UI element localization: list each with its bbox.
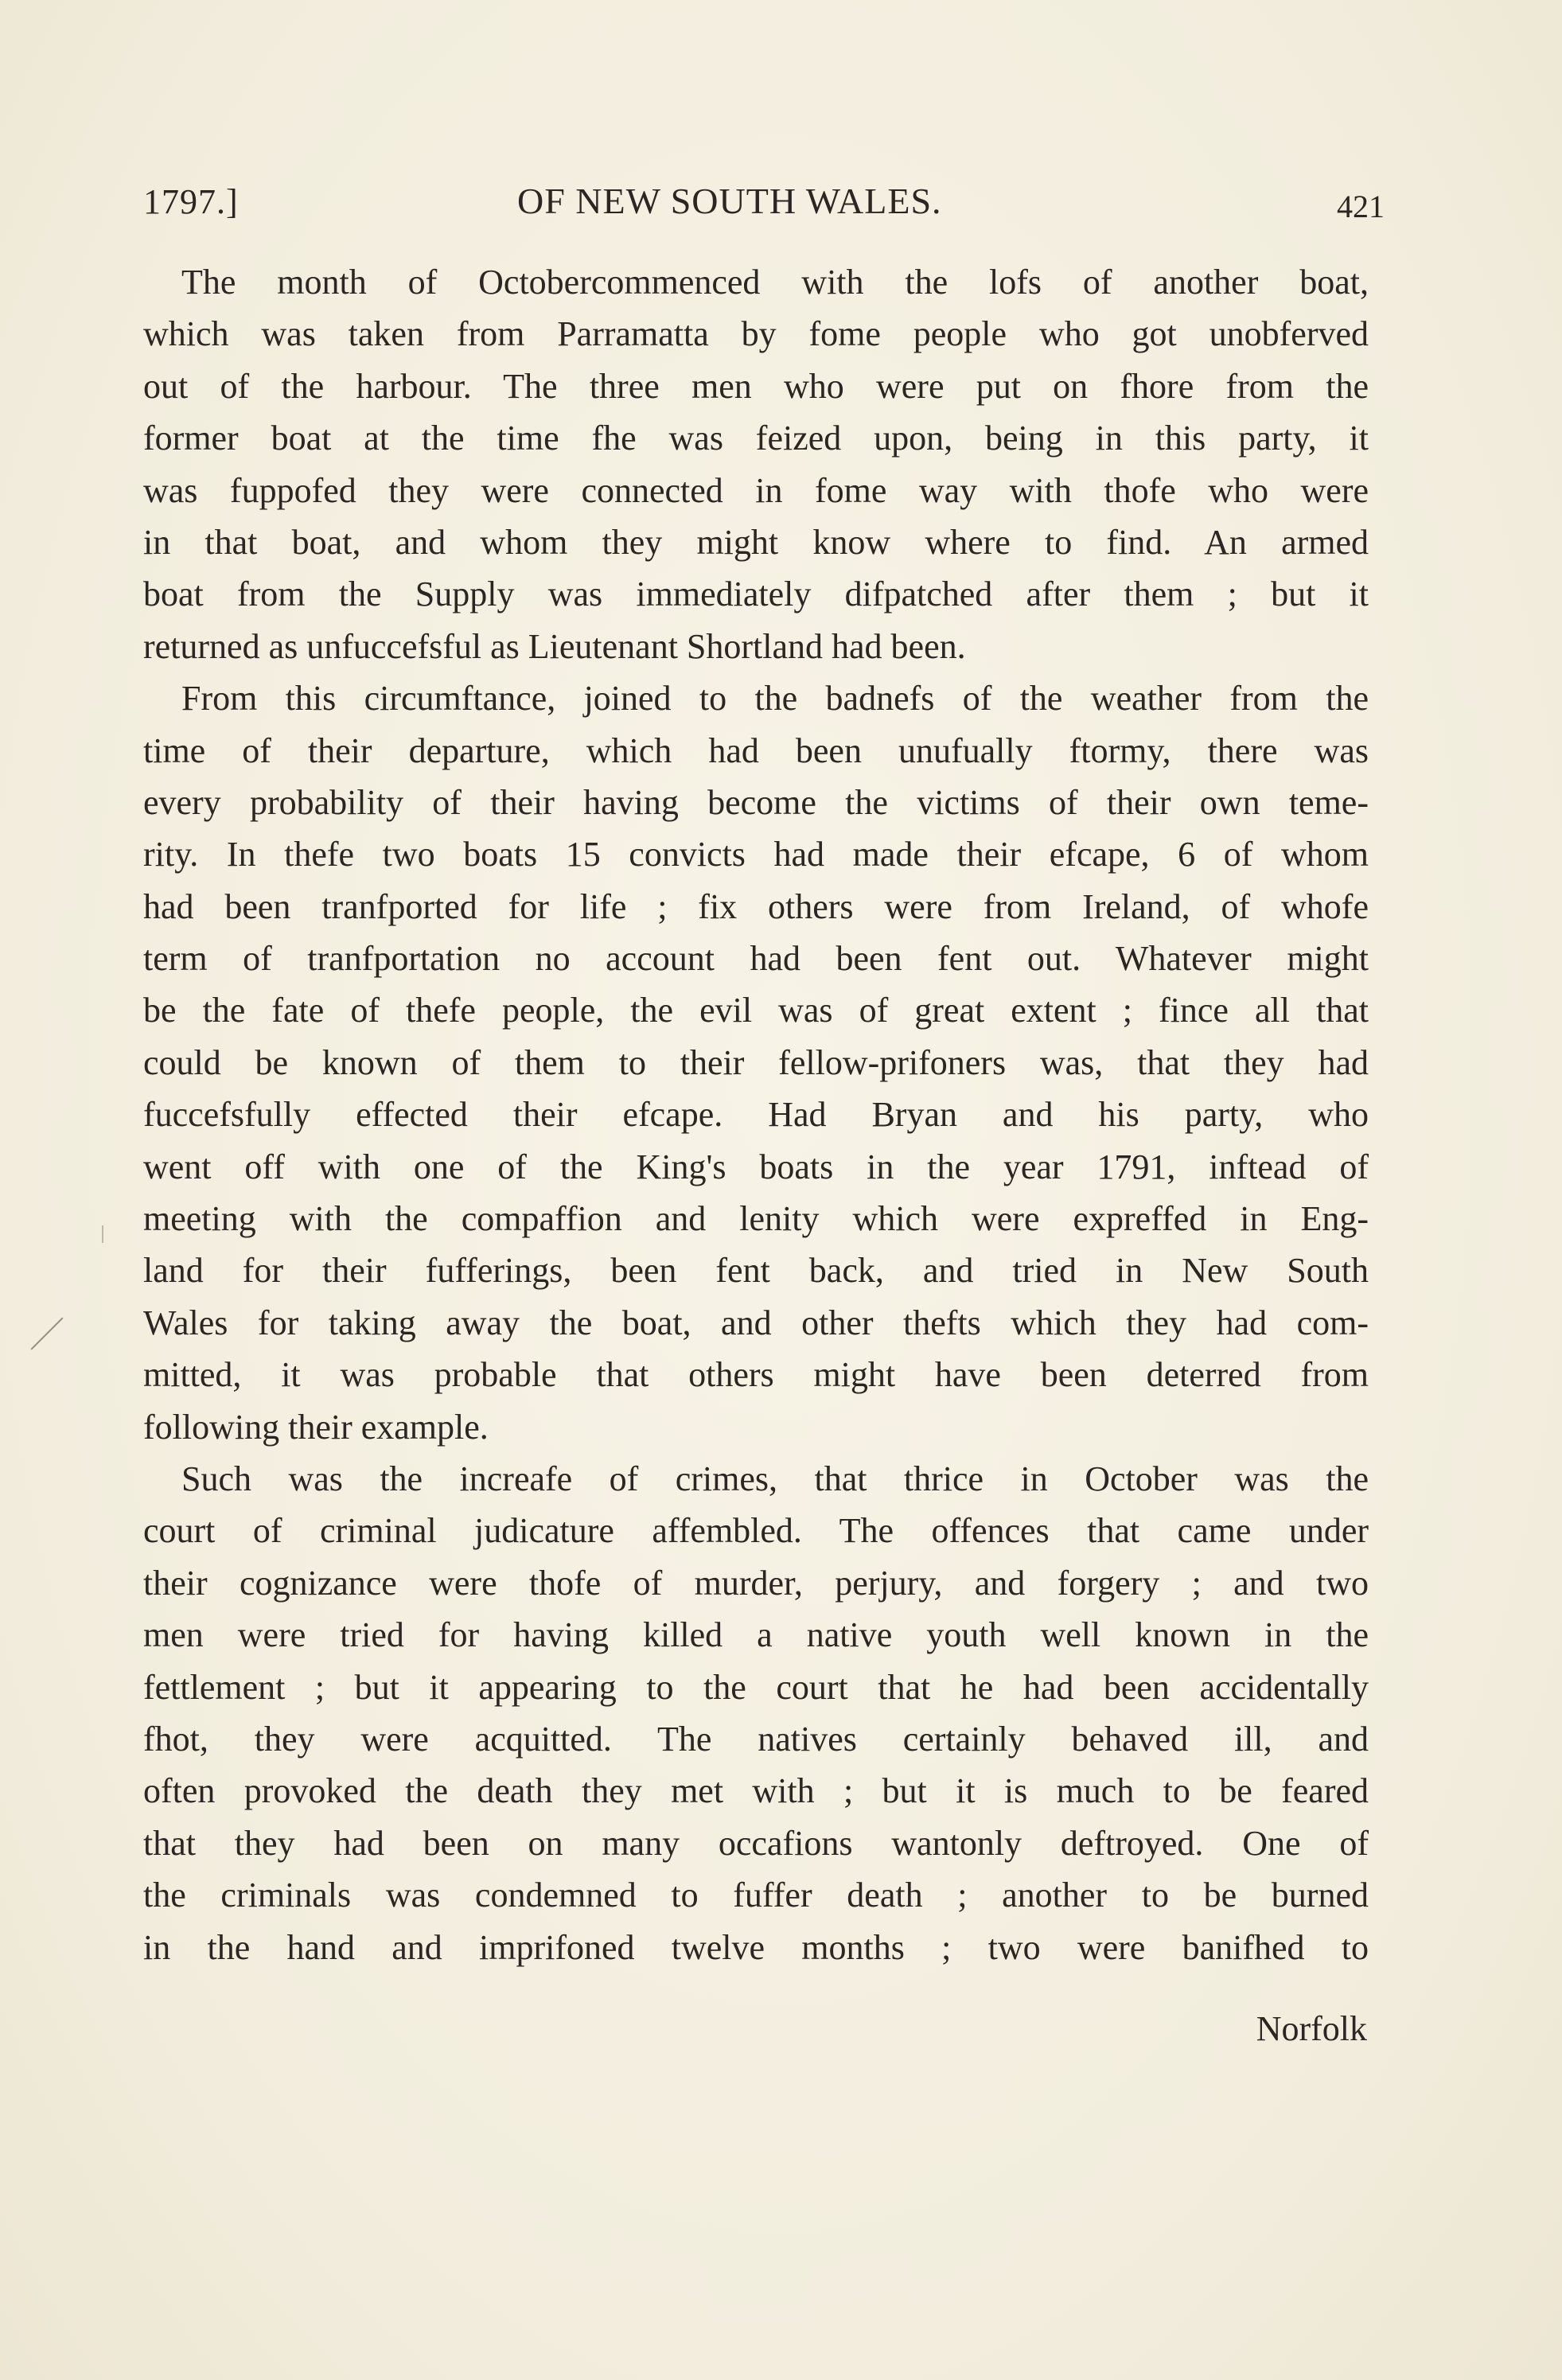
text-line: be the fate of thefe people, the evil was of great extent ; fince all that xyxy=(143,991,1369,1030)
text-line: former boat at the time fhe was feized upon, being in this party, it xyxy=(143,419,1369,458)
text-line: returned as unfuccefsful as Lieutenant Shortland had been. xyxy=(143,626,966,666)
text-line: went off with one of the King's boats in the year 1791, inftead of xyxy=(143,1147,1369,1186)
paragraph-2 xyxy=(143,672,1369,1453)
margin-pencil-tick xyxy=(102,1225,103,1243)
paragraph-1 xyxy=(143,256,1369,672)
text-line: was fuppofed they were connected in fome way with thofe who were xyxy=(143,470,1369,510)
paragraph-3 xyxy=(143,1453,1369,1973)
text-line: time of their departure, which had been unufually ftormy, there was xyxy=(143,730,1369,770)
text-line: Wales for taking away the boat, and other thefts which they had com- xyxy=(143,1303,1369,1342)
header-title: OF NEW SOUTH WALES. xyxy=(517,181,942,221)
text-line: often provoked the death they met with ; but it is much to be feared xyxy=(143,1771,1369,1811)
text-line: that they had been on many occafions wantonly deftroyed. One of xyxy=(143,1823,1369,1863)
text-line: fuccefsfully effected their efcape. Had Bryan and his party, who xyxy=(143,1095,1369,1135)
text-line: court of criminal judicature affembled. The offences that came under xyxy=(143,1511,1369,1551)
text-line: land for their fufferings, been fent back, and tried in New South xyxy=(143,1251,1369,1291)
text-line: their cognizance were thofe of murder, perjury, and forgery ; and two xyxy=(143,1563,1369,1603)
text-line: out of the harbour. The three men who were put on fhore from the xyxy=(143,366,1369,406)
text-line: rity. In thefe two boats 15 convicts had made their efcape, 6 of whom xyxy=(143,835,1369,874)
text-line: following their example. xyxy=(143,1407,489,1447)
text-line: meeting with the compaffion and lenity which were expreffed in Eng- xyxy=(143,1199,1369,1239)
text-line: term of tranfportation no account had been fent out. Whatever might xyxy=(143,939,1369,979)
text-line: mitted, it was probable that others might have been deterred from xyxy=(143,1355,1369,1395)
text-line: fettlement ; but it appearing to the court that he had been accidentally xyxy=(143,1667,1369,1707)
catchword: Norfolk xyxy=(1256,2009,1367,2048)
text-line: had been tranfported for life ; fix others were from Ireland, of whofe xyxy=(143,886,1369,926)
text-line: in the hand and imprifoned twelve months ; two were banifhed to xyxy=(143,1927,1369,1967)
text-line: The month of Octobercommenced with the lofs of another boat, xyxy=(181,263,1369,302)
margin-pencil-mark xyxy=(30,1317,63,1350)
text-line: every probability of their having become the victims of their own teme- xyxy=(143,782,1369,822)
text-line: men were tried for having killed a native youth well known in the xyxy=(143,1615,1369,1655)
text-line: Such was the increafe of crimes, that thrice in October was the xyxy=(181,1459,1369,1498)
text-line: which was taken from Parramatta by fome people who got unobferved xyxy=(143,314,1369,354)
body-text xyxy=(143,256,1369,1973)
text-line: fhot, they were acquitted. The natives certainly behaved ill, and xyxy=(143,1719,1369,1759)
text-line: in that boat, and whom they might know where to find. An armed xyxy=(143,522,1369,562)
text-line: could be known of them to their fellow-prifoners was, that they had xyxy=(143,1042,1369,1082)
running-head xyxy=(143,175,1385,231)
text-line: boat from the Supply was immediately difpatched after them ; but it xyxy=(143,575,1369,614)
text-line: the criminals was condemned to fuffer death ; another to be burned xyxy=(143,1876,1369,1915)
header-year: 1797.] xyxy=(143,182,239,221)
page-number: 421 xyxy=(1337,189,1385,224)
text-line: From this circumftance, joined to the badnefs of the weather from the xyxy=(181,679,1369,719)
